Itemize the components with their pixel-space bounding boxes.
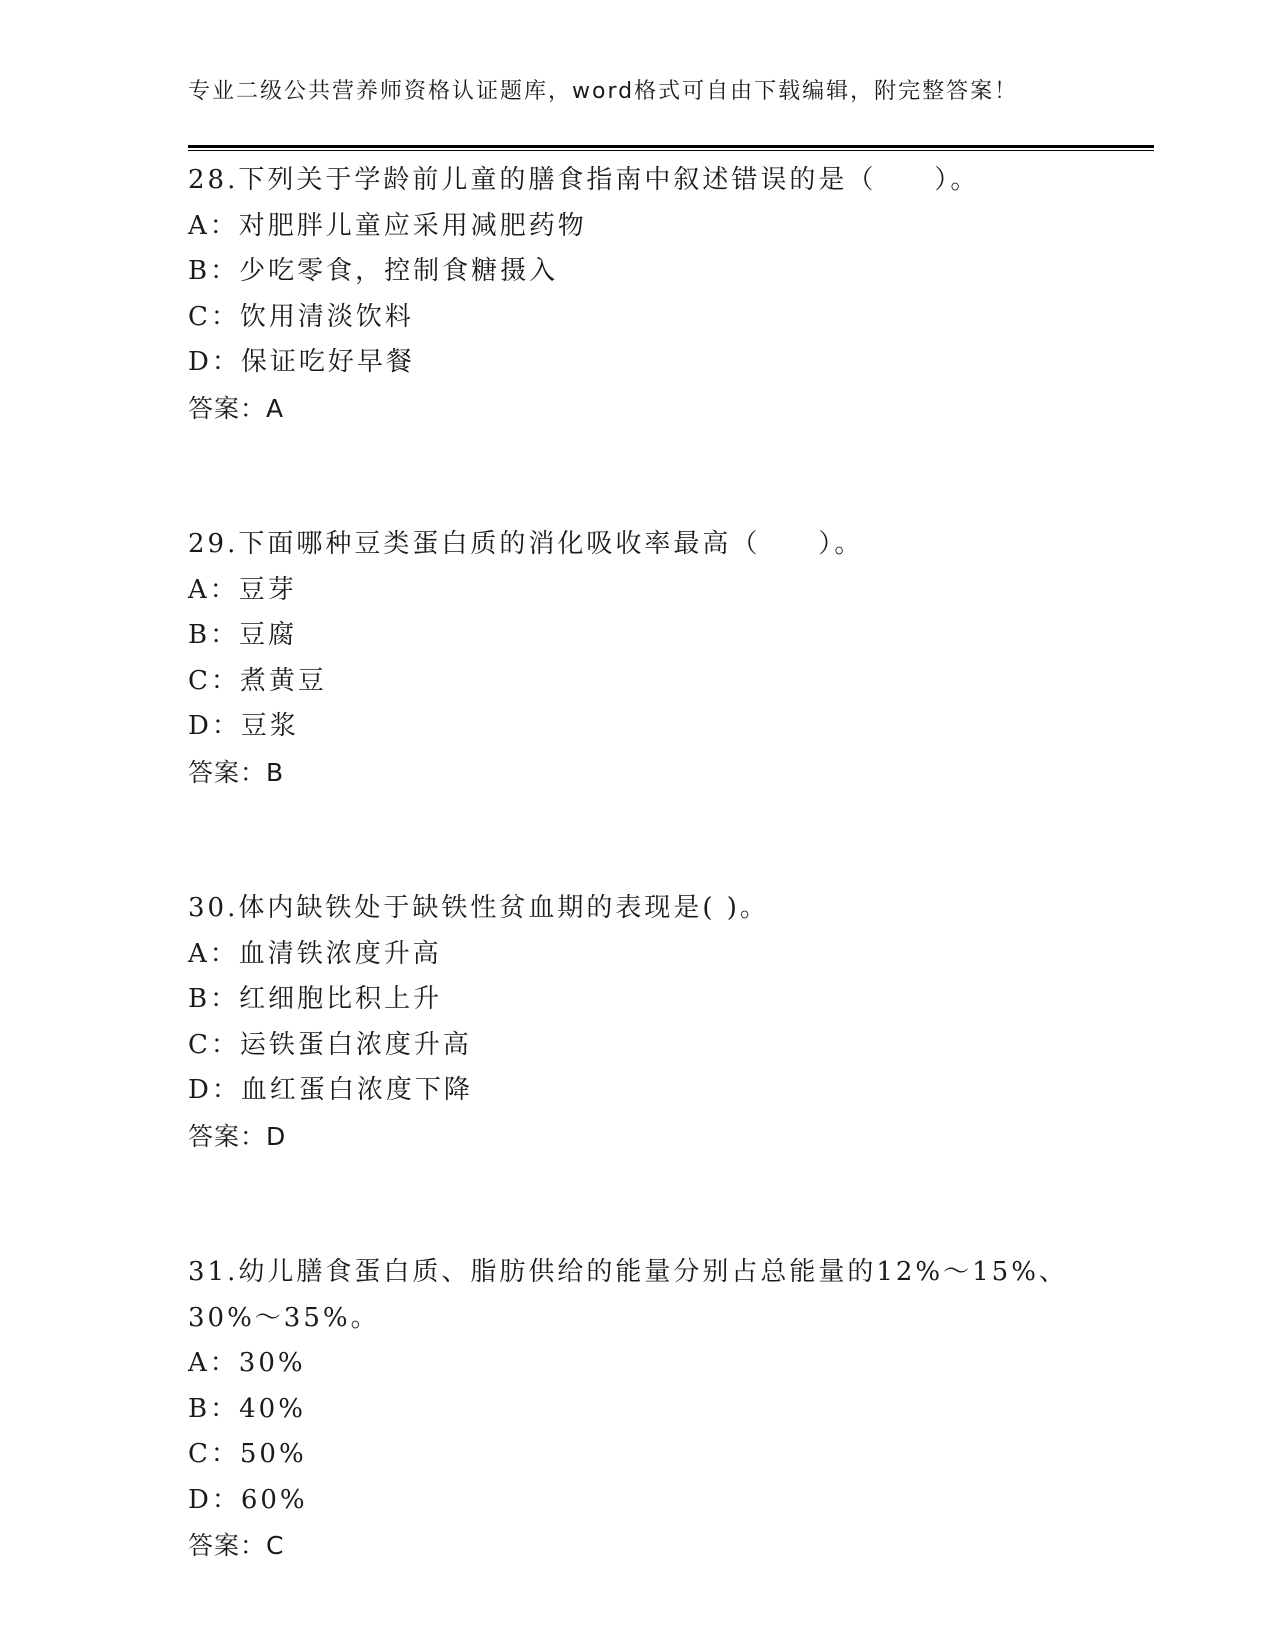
question-31 [188,1250,1088,1569]
question-28 [188,158,1088,431]
question-stem: 30.体内缺铁处于缺铁性贫血期的表现是( )。 [188,893,769,923]
option-d: D：保证吃好早餐 [188,347,415,377]
option-b: B：豆腐 [188,620,298,650]
question-stem: 28.下列关于学龄前儿童的膳食指南中叙述错误的是（ ）。 [188,165,980,195]
option-b: B：40% [188,1393,306,1424]
header-rule-thin [188,150,1154,151]
answer-line: 答案：C [188,1531,285,1560]
option-a: A：对肥胖儿童应采用减肥药物 [188,210,587,241]
option-c: C：饮用清淡饮料 [188,301,414,332]
option-c: C：运铁蛋白浓度升高 [188,1029,472,1060]
option-d: D：豆浆 [188,711,299,741]
option-c: C：50% [188,1439,307,1469]
option-d: D：60% [188,1484,308,1515]
question-stem: 29.下面哪种豆类蛋白质的消化吸收率最高（ ）。 [188,529,864,559]
answer-line: 答案：D [188,1121,287,1151]
spacer [188,1159,1088,1250]
question-list [188,158,1088,1569]
option-d: D：血红蛋白浓度下降 [188,1075,473,1105]
answer-line: 答案：B [188,757,285,787]
spacer [188,431,1088,522]
option-a: A：血清铁浓度升高 [188,938,442,969]
question-29 [188,522,1088,795]
option-a: A：豆芽 [188,574,297,605]
header-rule-thick [188,145,1154,148]
answer-line: 答案：A [188,393,285,423]
option-b: B：少吃零食，控制食糖摄入 [188,256,559,286]
option-b: B：红细胞比积上升 [188,984,443,1014]
question-stem: 31.幼儿膳食蛋白质、脂肪供给的能量分别占总能量的12%～15%、30%～35%。 [188,1257,1068,1333]
option-c: C：煮黄豆 [188,665,327,696]
spacer [188,795,1088,886]
question-30 [188,886,1088,1159]
page-header: 专业二级公共营养师资格认证题库，word格式可自由下载编辑，附完整答案！ [188,79,1019,104]
option-a: A：30% [188,1348,306,1378]
